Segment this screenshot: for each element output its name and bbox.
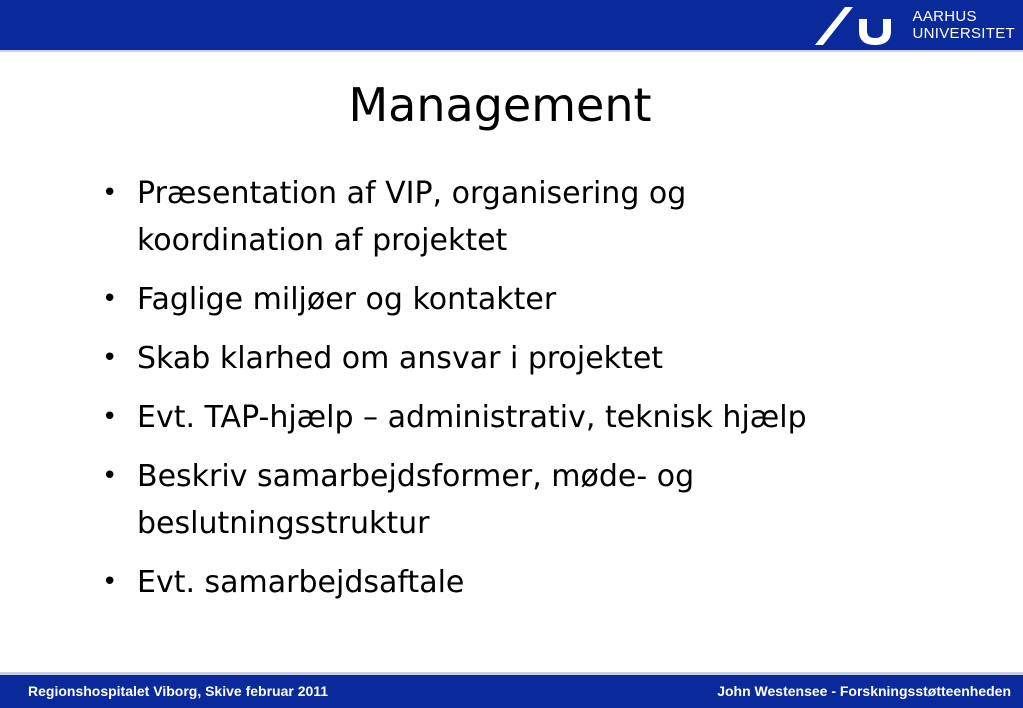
bullet-text: Evt. samarbejdsaftale: [137, 565, 465, 600]
logo-line-1: AARHUS: [912, 8, 977, 25]
bullet-icon: •: [102, 461, 118, 491]
bullet-icon: •: [102, 178, 118, 208]
university-logo: [815, 4, 1015, 46]
logo-line-2: UNIVERSITET: [912, 25, 1015, 42]
bullet-item: [100, 276, 980, 323]
bullet-item: [100, 170, 980, 264]
slide-title: Management: [348, 78, 652, 132]
bullet-text-continued: beslutningsstruktur: [137, 506, 430, 541]
bullet-item: [100, 335, 980, 382]
header-divider: [0, 50, 1023, 52]
bullet-text: Evt. TAP-hjælp – administrativ, teknisk hjælp: [137, 400, 807, 435]
bullet-item: [100, 559, 980, 606]
bullet-icon: •: [102, 402, 118, 432]
bullet-text: Præsentation af VIP, organisering og: [137, 176, 687, 211]
footer-bar: [0, 675, 1023, 708]
logo-wordmark: [913, 8, 1015, 42]
bullet-icon: •: [102, 343, 118, 373]
bullet-icon: •: [102, 567, 118, 597]
bullet-icon: •: [102, 284, 118, 314]
bullet-item: [100, 453, 980, 547]
bullet-item: [100, 394, 980, 441]
bullet-text-continued: koordination af projektet: [137, 223, 508, 258]
footer-right-text: John Westensee - Forskningsstøtteenheden: [717, 683, 1011, 699]
bullet-list: [100, 170, 980, 618]
bullet-text: Skab klarhed om ansvar i projektet: [137, 341, 664, 376]
au-logo-icon: [815, 5, 907, 45]
header-bar: [0, 0, 1023, 50]
footer-left-text: Regionshospitalet Viborg, Skive februar 2011: [28, 683, 329, 699]
bullet-text: Beskriv samarbejdsformer, møde- og: [137, 459, 695, 494]
bullet-text: Faglige miljøer og kontakter: [137, 282, 557, 317]
